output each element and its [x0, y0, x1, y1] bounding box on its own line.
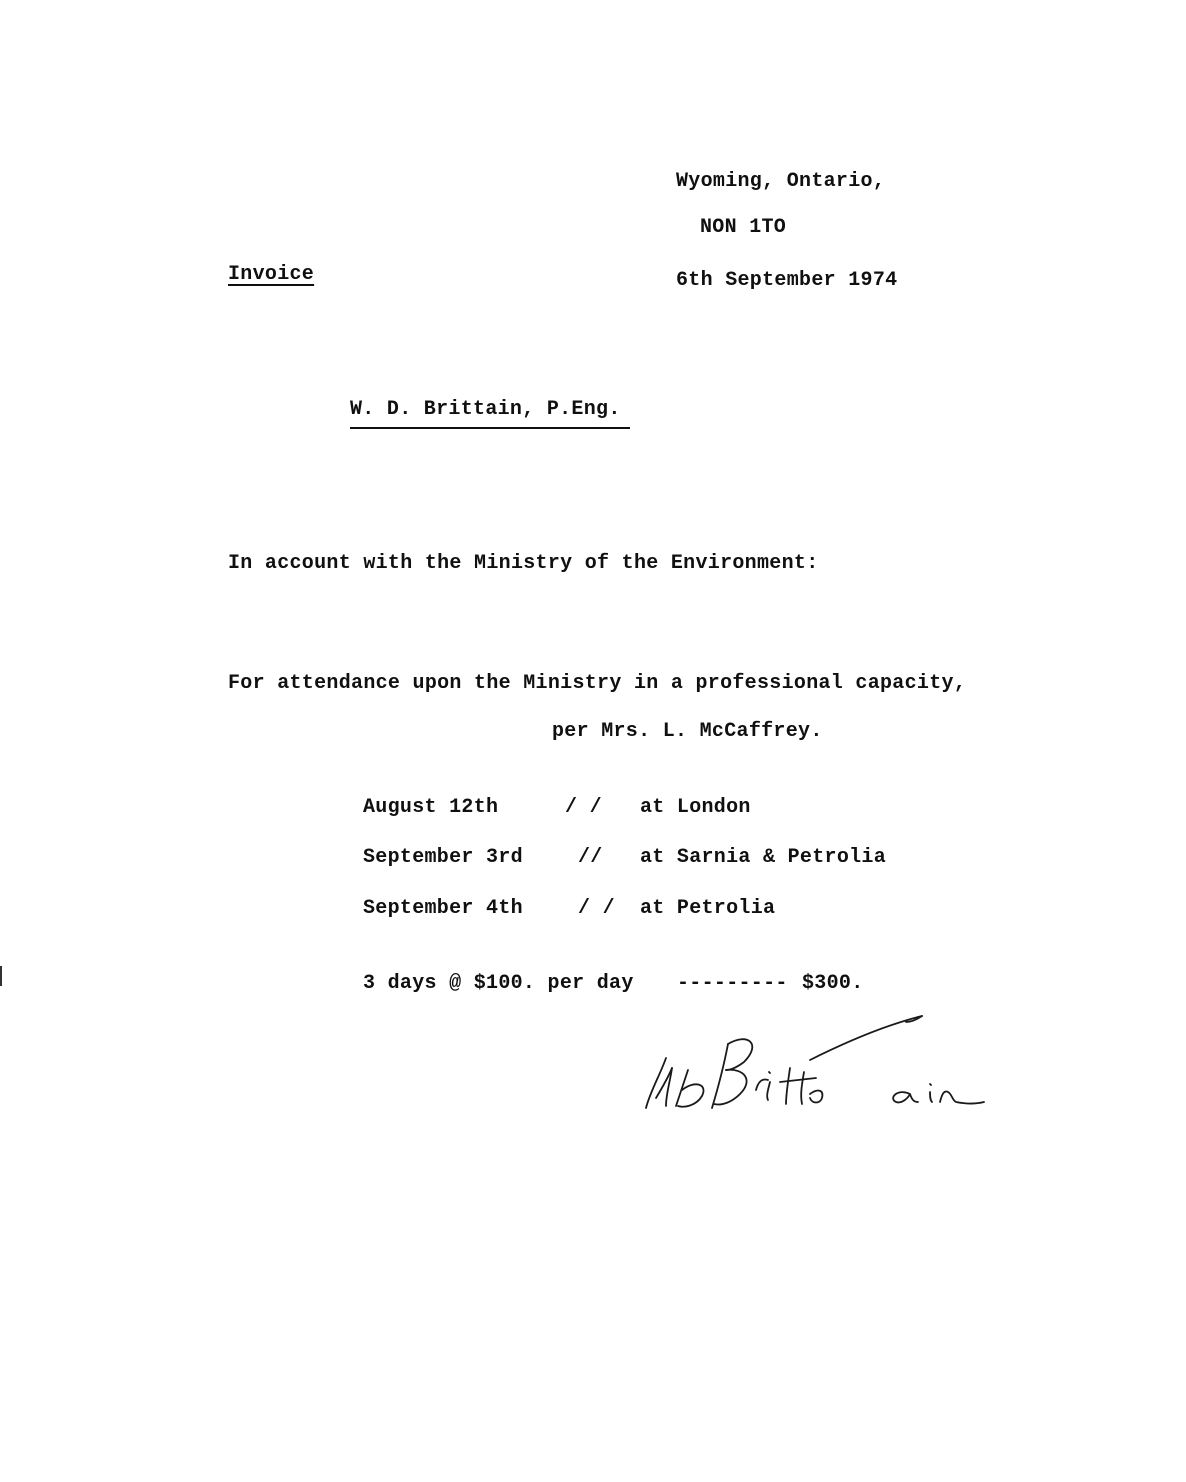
account-line: In account with the Ministry of the Environment:	[228, 552, 819, 575]
entry-location: at Petrolia	[640, 897, 776, 920]
total-leader: ---------	[677, 972, 788, 995]
entry-mark: //	[578, 846, 603, 869]
signature-image	[640, 1010, 990, 1120]
total-calculation: 3 days @ $100. per day	[363, 972, 634, 995]
entry-date: August 12th	[363, 796, 499, 819]
entry-location: at London	[640, 796, 751, 819]
scan-edge-mark	[0, 966, 2, 986]
entry-location: at Sarnia & Petrolia	[640, 846, 887, 869]
entry-mark: / /	[565, 796, 602, 819]
entry-date: September 4th	[363, 897, 523, 920]
service-line: For attendance upon the Ministry in a professional capacity,	[228, 672, 967, 695]
entry-mark: / /	[578, 897, 615, 920]
attention-line: per Mrs. L. McCaffrey.	[552, 720, 823, 743]
total-amount: $300.	[802, 972, 864, 995]
letterhead-date: 6th September 1974	[676, 269, 898, 292]
document-label: Invoice	[228, 263, 315, 286]
letterhead-postal-code: NON 1TO	[700, 216, 787, 239]
billed-by-name: W. D. Brittain, P.Eng.	[350, 398, 621, 421]
name-underline	[350, 427, 630, 429]
entry-date: September 3rd	[363, 846, 523, 869]
letterhead-place: Wyoming, Ontario,	[676, 170, 886, 193]
